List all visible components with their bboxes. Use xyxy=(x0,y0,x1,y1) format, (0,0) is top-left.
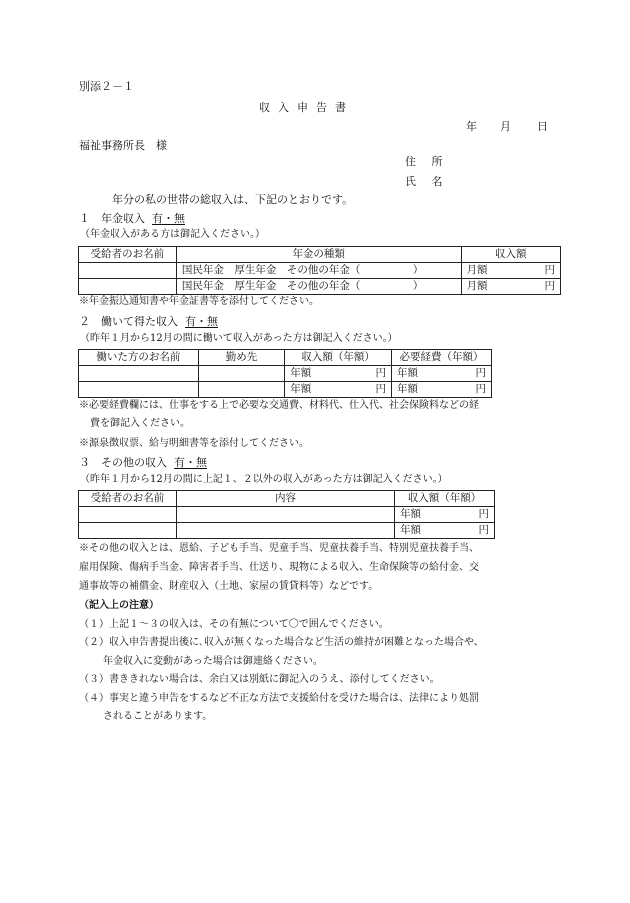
note-2-line1: （２）収入申告書提出後に､収入が無くなった場合など生活の維持が困難となった場合や、 xyxy=(79,637,484,648)
section3-footnote-line1: ※その他の収入とは、恩給、子ども手当、児童手当、児童扶養手当、特別児童扶養手当、 xyxy=(79,543,479,554)
amount-cell[interactable]: 年額 円 xyxy=(395,523,495,539)
pension-type-cell[interactable]: 国民年金 厚生年金 その他の年金（ ） xyxy=(176,263,461,279)
recipient-name-cell[interactable] xyxy=(79,507,177,523)
section3-footnote-line2: 雇用保険、傷病手当金、障害者手当、仕送り、現物による収入、生命保険等の給付金、交 xyxy=(79,562,479,573)
section2-footnote1-line2: 費を御記入ください。 xyxy=(90,418,190,429)
section2-footnote2: ※源泉徴収票、給与明細書等を添付してください。 xyxy=(79,438,309,449)
amount-cell[interactable]: 年額 円 xyxy=(395,507,495,523)
note-2-line2: 年金収入に変動があった場合は御連絡ください。 xyxy=(103,656,323,667)
section1-footnote: ※年金振込通知書や年金証書等を添付してください。 xyxy=(79,296,319,307)
name-label: 氏 名 xyxy=(405,175,449,188)
section2-heading: ２ 働いて得た収入 有・無 xyxy=(79,315,218,328)
recipient-name-cell[interactable] xyxy=(79,523,177,539)
section3-heading: ３ その他の収入 有・無 xyxy=(79,456,207,469)
section2-footnote1-line1: ※必要経費欄には、仕事をする上で必要な交通費、材料代、仕入代、社会保険料などの経 xyxy=(79,400,479,411)
date-year-label: 年 xyxy=(466,120,477,133)
note-1: （１）上記１～３の収入は、その有無について〇で囲んでください。 xyxy=(79,619,389,630)
other-income-table xyxy=(78,490,495,539)
column-header: 必要経費（年額） xyxy=(392,350,492,366)
addressee: 福祉事務所長 様 xyxy=(79,139,167,152)
section3-presence[interactable]: 有・無 xyxy=(174,456,207,469)
address-label: 住 所 xyxy=(405,155,449,168)
pension-type-cell[interactable]: 国民年金 厚生年金 その他の年金（ ） xyxy=(176,279,461,295)
income-cell[interactable]: 年額 円 xyxy=(285,382,392,398)
recipient-name-cell[interactable] xyxy=(79,263,177,279)
table-header-row xyxy=(79,247,561,263)
page-title: 収入申告書 xyxy=(259,101,354,114)
table-row xyxy=(79,523,495,539)
table-row xyxy=(79,279,561,295)
table-row xyxy=(79,263,561,279)
employer-cell[interactable] xyxy=(198,382,285,398)
recipient-name-cell[interactable] xyxy=(79,279,177,295)
column-header: 勤め先 xyxy=(198,350,285,366)
content-cell[interactable] xyxy=(176,507,394,523)
worker-name-cell[interactable] xyxy=(79,382,199,398)
worker-name-cell[interactable] xyxy=(79,366,199,382)
table-row xyxy=(79,507,495,523)
note-4-line1: （４）事実と違う申告をするなど不正な方法で支援給付を受けた場合は、法律により処罰 xyxy=(79,693,479,704)
section3-footnote-line3: 通事故等の補償金、財産収入（土地、家屋の賃貸料等）などです。 xyxy=(79,581,379,592)
section2-presence[interactable]: 有・無 xyxy=(185,315,218,328)
section1-note: （年金収入がある方は御記入ください。） xyxy=(80,229,265,240)
section1-presence[interactable]: 有・無 xyxy=(152,212,185,225)
column-header: 収入額（年額） xyxy=(285,350,392,366)
amount-cell[interactable]: 月額 円 xyxy=(461,279,560,295)
pension-table xyxy=(78,246,561,295)
column-header: 受給者のお名前 xyxy=(79,491,177,507)
date-month-label: 月 xyxy=(500,120,511,133)
column-header: 働いた方のお名前 xyxy=(79,350,199,366)
column-header: 年金の種類 xyxy=(176,247,461,263)
income-cell[interactable]: 年額 円 xyxy=(285,366,392,382)
note-4-line2: されることがあります。 xyxy=(103,711,213,722)
amount-cell[interactable]: 月額 円 xyxy=(461,263,560,279)
table-header-row xyxy=(79,491,495,507)
notes-heading: （記入上の注意） xyxy=(79,600,159,611)
intro-text: 年分の私の世帯の総収入は、下記のとおりです。 xyxy=(112,193,354,206)
table-header-row xyxy=(79,350,492,366)
column-header: 内容 xyxy=(176,491,394,507)
expense-cell[interactable]: 年額 円 xyxy=(392,382,492,398)
section3-note: （昨年１月から12月の間に上記１、２以外の収入があった方は御記入ください。） xyxy=(80,474,448,485)
column-header: 受給者のお名前 xyxy=(79,247,177,263)
section2-note: （昨年１月から12月の間に働いて収入があった方は御記入ください。） xyxy=(80,333,398,344)
note-3: （３）書ききれない場合は、余白又は別紙に御記入のうえ、添付してください。 xyxy=(79,674,440,685)
column-header: 収入額（年額） xyxy=(395,491,495,507)
attachment-label: 別添２－１ xyxy=(79,80,134,93)
column-header: 収入額 xyxy=(461,247,560,263)
employer-cell[interactable] xyxy=(198,366,285,382)
section1-heading: １ 年金収入 有・無 xyxy=(79,212,185,225)
table-row xyxy=(79,366,492,382)
expense-cell[interactable]: 年額 円 xyxy=(392,366,492,382)
content-cell[interactable] xyxy=(176,523,394,539)
table-row xyxy=(79,382,492,398)
date-day-label: 日 xyxy=(537,120,548,133)
work-income-table xyxy=(78,349,492,398)
